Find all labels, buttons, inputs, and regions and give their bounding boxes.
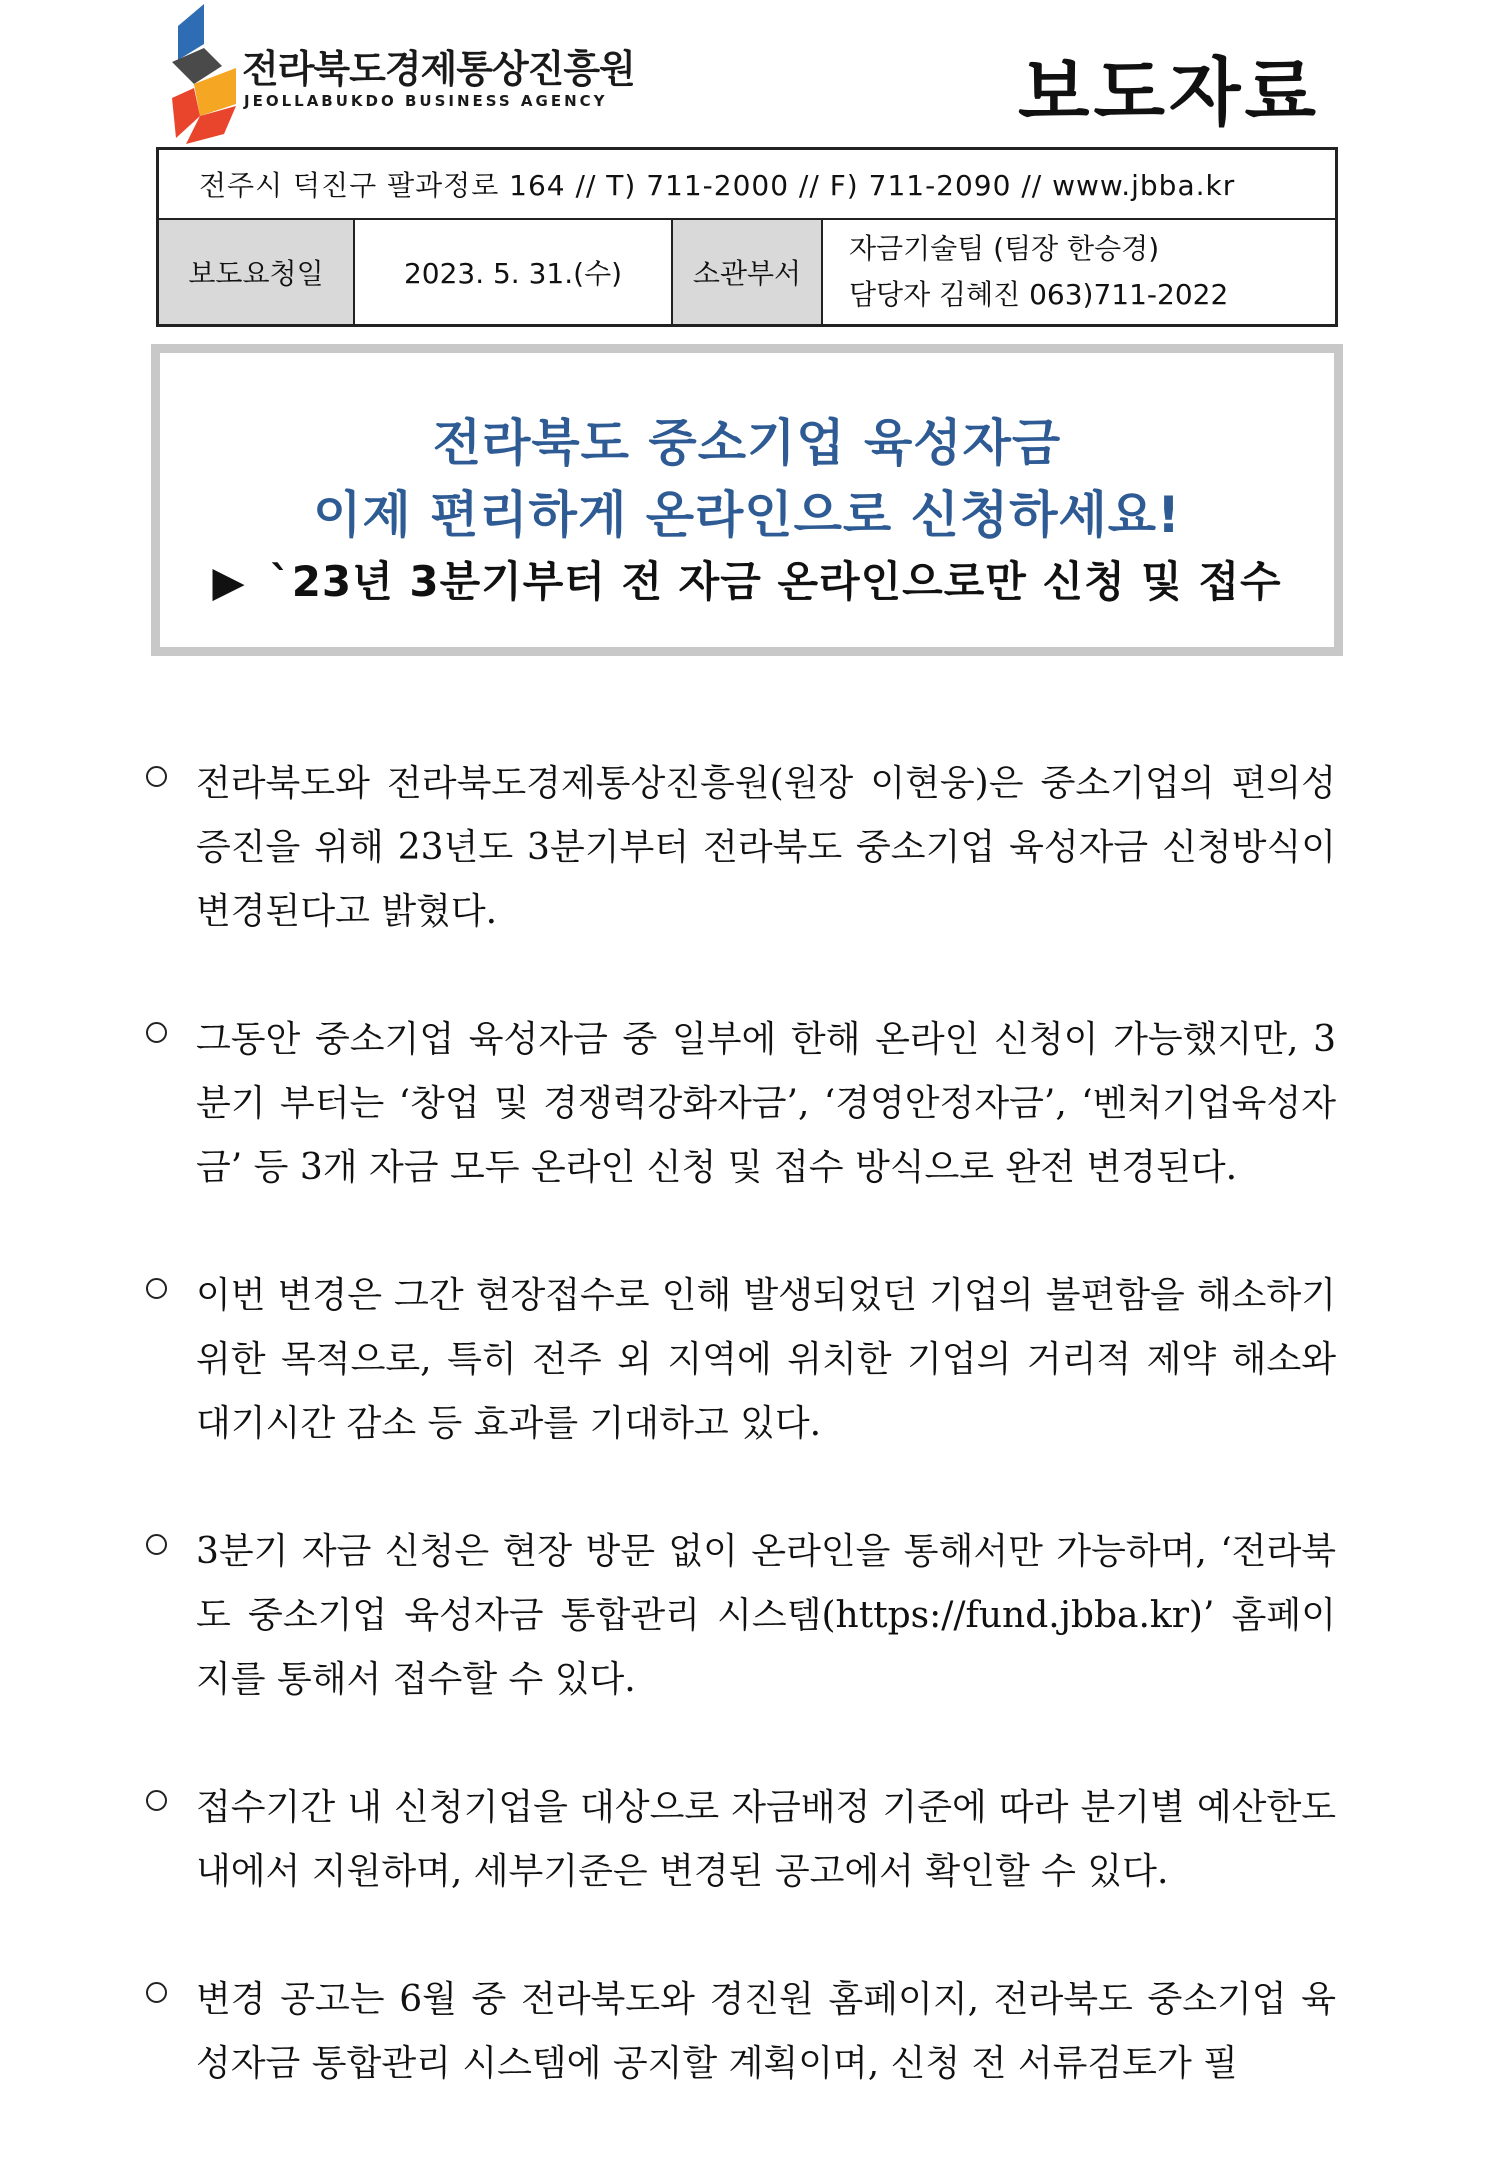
subheadline	[160, 549, 1334, 609]
department-contact: 담당자 김혜진 063)711-2022	[849, 278, 1229, 311]
paragraph	[146, 752, 1346, 944]
org-name-english: JEOLLABUKDO BUSINESS AGENCY	[244, 92, 608, 110]
body-text	[146, 752, 1346, 2160]
circle-bullet-icon	[146, 1790, 167, 1811]
paragraph	[146, 1520, 1346, 1712]
paragraph	[146, 1008, 1346, 1200]
department-team: 자금기술팀 (팀장 한승경)	[849, 232, 1160, 265]
headline-line-2: 이제 편리하게 온라인으로 신청하세요!	[313, 486, 1181, 544]
paragraph-text: 3분기 자금 신청은 현장 방문 없이 온라인을 통해서만 가능하며, ‘전라북도 중소기업 육성자금 통합관리 시스템(https://fund.jbba.kr)’ 홈페이지를 통해서 접수할 수 있다.	[196, 1531, 1336, 1700]
paragraph	[146, 1968, 1346, 2096]
press-info-table	[156, 147, 1338, 327]
document-type-title: 보도자료	[1018, 50, 1320, 136]
org-logo	[164, 4, 634, 144]
circle-bullet-icon	[146, 1534, 167, 1555]
headline-line-1: 전라북도 중소기업 육성자금	[432, 414, 1062, 472]
paragraph-text: 접수기간 내 신청기업을 대상으로 자금배정 기준에 따라 분기별 예산한도 내에서 지원하며, 세부기준은 변경된 공고에서 확인할 수 있다.	[196, 1787, 1336, 1892]
paragraph-text: 그동안 중소기업 육성자금 중 일부에 한해 온라인 신청이 가능했지만, 3분기 부터는 ‘창업 및 경쟁력강화자금’, ‘경영안정자금’, ‘벤처기업육성자금’ 등 3개 자금 모두 온라인 신청 및 접수 방식으로 완전 변경된다.	[196, 1019, 1336, 1188]
contact-info-row: 전주시 덕진구 팔과정로 164 // T) 711-2000 // F) 711-2090 // www.jbba.kr	[159, 150, 1335, 220]
department-label: 소관부서	[673, 220, 823, 324]
release-date-label: 보도요청일	[159, 220, 355, 324]
logo-mark-icon	[164, 4, 244, 144]
paragraph-text: 이번 변경은 그간 현장접수로 인해 발생되었던 기업의 불편함을 해소하기 위한 목적으로, 특히 전주 외 지역에 위치한 기업의 거리적 제약 해소와 대기시간 감소 등 효과를 기대하고 있다.	[196, 1275, 1336, 1444]
paragraph	[146, 1776, 1346, 1904]
circle-bullet-icon	[146, 1022, 167, 1043]
department-info	[823, 220, 1335, 324]
circle-bullet-icon	[146, 766, 167, 787]
circle-bullet-icon	[146, 1982, 167, 2003]
paragraph-text: 변경 공고는 6월 중 전라북도와 경진원 홈페이지, 전라북도 중소기업 육성자금 통합관리 시스템에 공지할 계획이며, 신청 전 서류검토가 필	[196, 1979, 1336, 2084]
arrow-right-icon: ▶	[212, 557, 246, 606]
paragraph-text: 전라북도와 전라북도경제통상진흥원(원장 이현웅)은 중소기업의 편의성 증진을 위해 23년도 3분기부터 전라북도 중소기업 육성자금 신청방식이 변경된다고 밝혔다.	[196, 763, 1336, 932]
paragraph	[146, 1264, 1346, 1456]
circle-bullet-icon	[146, 1278, 167, 1299]
headline-box	[151, 344, 1343, 656]
subheadline-text: `23년 3분기부터 전 자금 온라인으로만 신청 및 접수	[269, 557, 1282, 606]
org-name: 전라북도경제통상진흥원	[242, 47, 635, 91]
release-date-value: 2023. 5. 31.(수)	[355, 220, 673, 324]
